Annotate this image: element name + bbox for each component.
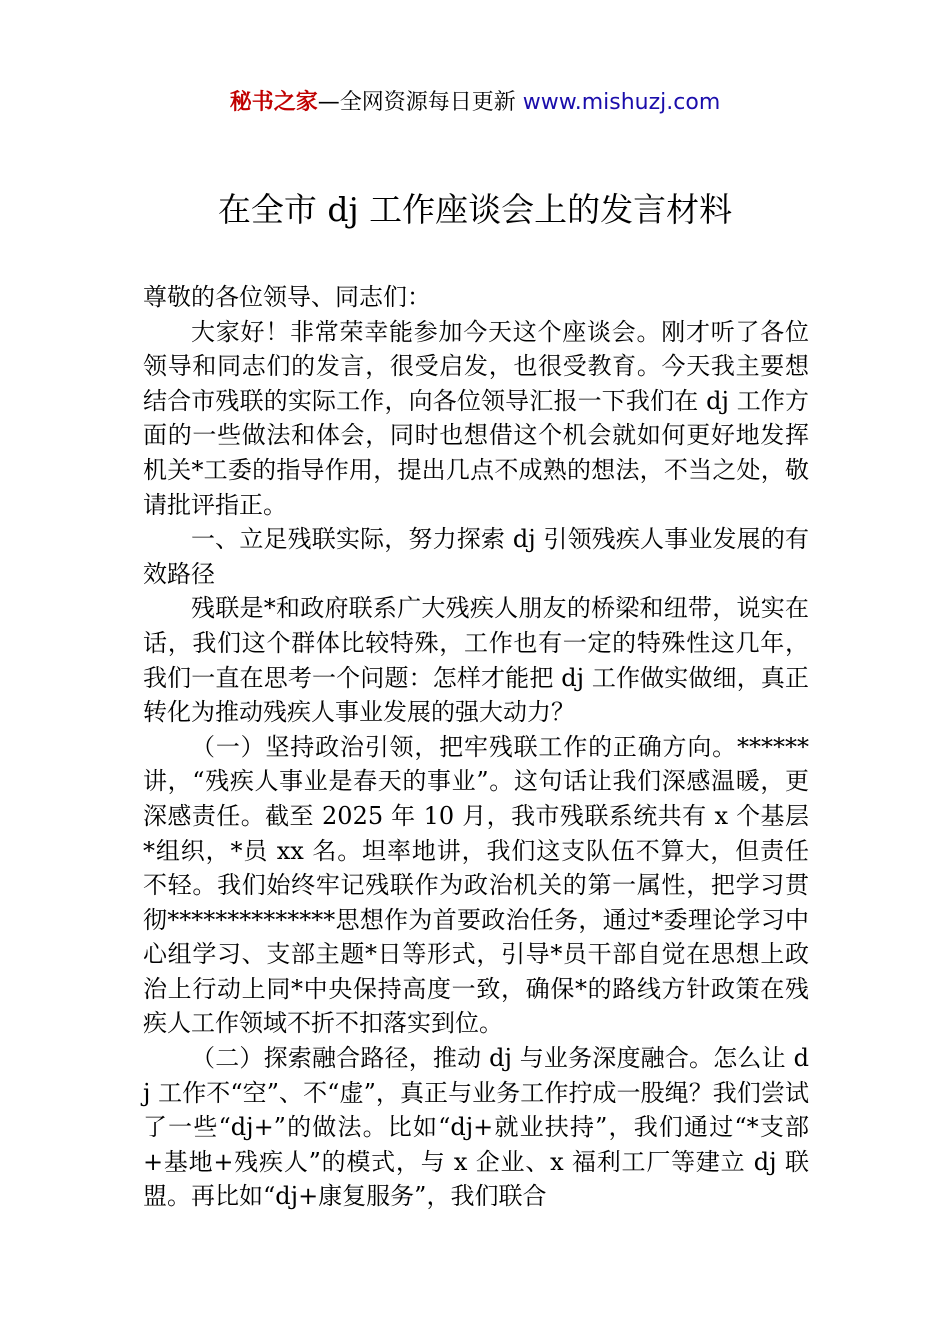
paragraph-subsection-2: （二）探索融合路径，推动 dj 与业务深度融合。怎么让 dj 工作不“空”、不“虚”，真正与业务工作拧成一股绳？我们尝试了一些“dj+”的做法。比如“dj+就业扶持”，我们通过“*支部+基地+残疾人”的模式，与 x 企业、x 福利工厂等建立 dj 联盟。再比如“dj+康复服务”，我们联合 [143,1044,809,1211]
paragraph-section-intro: 残联是*和政府联系广大残疾人朋友的桥梁和纽带，说实在话，我们这个群体比较特殊，工作也有一定的特殊性这几年，我们一直在思考一个问题：怎样才能把 dj 工作做实做细，真正转化为推动残疾人事业发展的强大动力？ [143,594,809,727]
section-heading-1: 一、立足残联实际，努力探索 dj 引领残疾人事业发展的有效路径 [143,525,809,588]
site-url-link[interactable]: www.mishuzj.com [522,90,721,115]
document-title: 在全市 dj 工作座谈会上的发言材料 [217,190,733,229]
paragraph-opening: 大家好！非常荣幸能参加今天这个座谈会。刚才听了各位领导和同志们的发言，很受启发，也很受教育。今天我主要想结合市残联的实际工作，向各位领导汇报一下我们在 dj 工作方面的一些做法和体会，同时也想借这个机会就如何更好地发挥机关*工委的指导作用，提出几点不成熟的想法，不当之处，敬请批评指正。 [143,317,809,519]
paragraph-subsection-1: （一）坚持政治引领，把牢残联工作的正确方向。******讲，“残疾人事业是春天的事业”。这句话让我们深感温暖，更深感责任。截至 2025 年 10 月，我市残联系统共有 x 个基层*组织，*员 xx 名。坦率地讲，我们这支队伍不算大，但责任不轻。我们始终牢记残联作为政治机关的第一属性，把学习贯彻**************思想作为首要政治任务，通过*委理论学习中心组学习、支部主题*日等形式，引导*员干部自觉在思想上政治上行动上同*中央保持高度一致，确保*的路线方针政策在残疾人工作领域不折不扣落实到位。 [143,732,809,1038]
document-body [143,280,809,1214]
site-header-banner [0,88,950,118]
site-brand: 秘书之家 [229,90,318,115]
site-tagline: —全网资源每日更新 [317,90,516,115]
salutation: 尊敬的各位领导、同志们： [143,283,431,311]
